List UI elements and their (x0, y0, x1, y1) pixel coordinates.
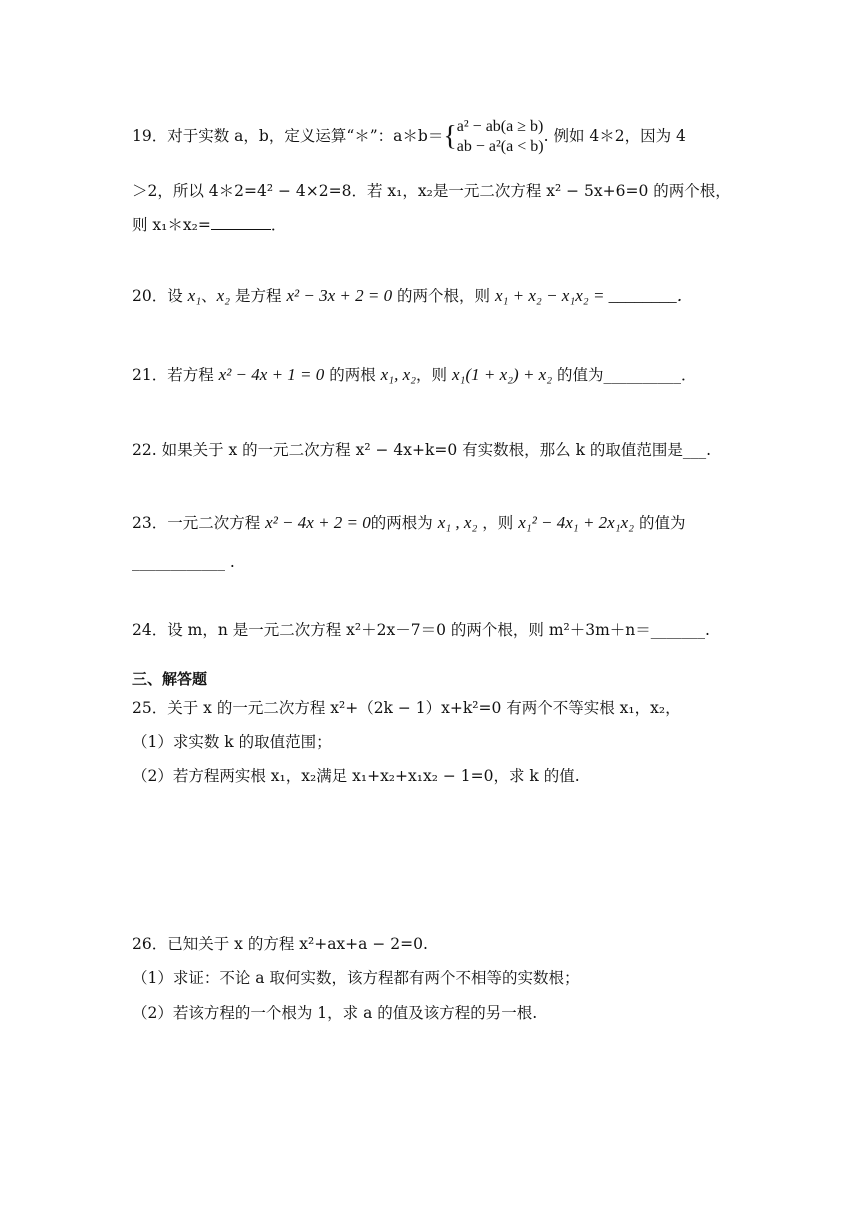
q21-equation: x² − 4x + 1 = 0 (218, 365, 325, 384)
q19-text-l3-end: ． (270, 216, 287, 234)
q25-line-3 (132, 765, 580, 787)
q19-answer-blank (211, 213, 271, 230)
q25-text-l1: 25．关于 x 的一元二次方程 x²+（2k − 1）x+k²=0 有两个不等实根 x₁，x₂， (132, 699, 681, 717)
q25-text-l3: （2）若方程两实根 x₁，x₂满足 x₁+x₂+x₁x₂ − 1=0，求 k 的值. (132, 767, 580, 785)
q23-text-c: ，则 (477, 514, 519, 532)
q23-text-d: 的值为 (634, 514, 686, 532)
q19-line-1 (132, 114, 686, 158)
q23-roots: x₁ , x₂ (437, 513, 478, 532)
piecewise-case-1: a² − ab(a ≥ b) (456, 118, 544, 135)
q24-text: 24．设 m，n 是一元二次方程 x²＋2x－7＝0 的两个根，则 m²＋3m＋n＝_______. (132, 621, 710, 639)
q20-line (132, 285, 694, 307)
q20-text-b: 是方程 (230, 287, 287, 305)
q23-expression: x₁² − 4x₁ + 2x₁x₂ (518, 513, 635, 532)
q21-roots: x₁, x₂ (380, 365, 417, 384)
q20-equation: x² − 3x + 2 = 0 (286, 286, 393, 305)
q20-root-1: x₁ (187, 286, 202, 305)
q23-text-a: 23．一元二次方程 (132, 514, 266, 532)
piecewise-brace: { (443, 121, 457, 152)
q25-text-l2: （1）求实数 k 的取值范围； (132, 733, 332, 751)
q19-text-l3: 则 x₁＊x₂= (132, 216, 211, 234)
q24-line (132, 619, 710, 641)
q20-text-c: 的两个根，则 (392, 287, 495, 305)
q20-root-2: x₂ (216, 286, 231, 305)
q21-text-a: 21．若方程 (132, 366, 219, 384)
q26-text-l2: （1）求证：不论 a 取何实数，该方程都有两个不相等的实数根； (132, 969, 580, 987)
q26-line-1 (132, 933, 428, 955)
q21-expression: x₁(1 + x₂) + x₂ (451, 365, 553, 384)
q19-text-l2: ＞2，所以 4＊2=4² − 4×2=8．若 x₁，x₂是一元二次方程 x² − 5x+6=0 的两个根， (132, 182, 731, 200)
q23-text-b: 的两根为 (370, 514, 438, 532)
q19-line-2 (132, 180, 731, 202)
q20-text-a: 20．设 (132, 287, 188, 305)
q23-equation: x² − 4x + 2 = 0 (265, 513, 371, 532)
q21-text-b: 的两根 (324, 366, 381, 384)
piecewise-case-2: ab − a²(a < b) (456, 138, 544, 155)
q25-line-1 (132, 697, 681, 719)
q20-expression: x₁ + x₂ − x₁x₂ = ________． (494, 286, 694, 305)
q23-line-1 (132, 512, 686, 534)
q26-line-2 (132, 967, 579, 989)
q26-text-l1: 26．已知关于 x 的方程 x²+ax+a − 2=0. (132, 935, 428, 953)
q21-text-c: ，则 (416, 366, 452, 384)
q26-text-l3: （2）若该方程的一个根为 1，求 a 的值及该方程的另一根. (132, 1004, 538, 1022)
q22-line (132, 439, 711, 461)
q26-line-3 (132, 1002, 537, 1024)
q19-text-b: . 例如 4＊2，因为 4 (543, 127, 686, 145)
q21-text-d: 的值为__________． (552, 366, 697, 384)
piecewise-cases (457, 117, 544, 157)
q23-text-l2: ____________ . (132, 553, 235, 571)
q25-line-2 (132, 731, 332, 753)
q21-line (132, 364, 697, 386)
q19-text-a: 19．对于实数 a，b，定义运算“＊”：a＊b＝ (132, 127, 444, 145)
q23-line-2 (132, 551, 235, 573)
section-heading: 三、解答题 (132, 670, 208, 688)
q20-sep: 、 (201, 287, 217, 305)
q19-line-3 (132, 213, 286, 236)
q22-text: 22. 如果关于 x 的一元二次方程 x² − 4x+k=0 有实数根，那么 k 的取值范围是___. (132, 441, 712, 459)
